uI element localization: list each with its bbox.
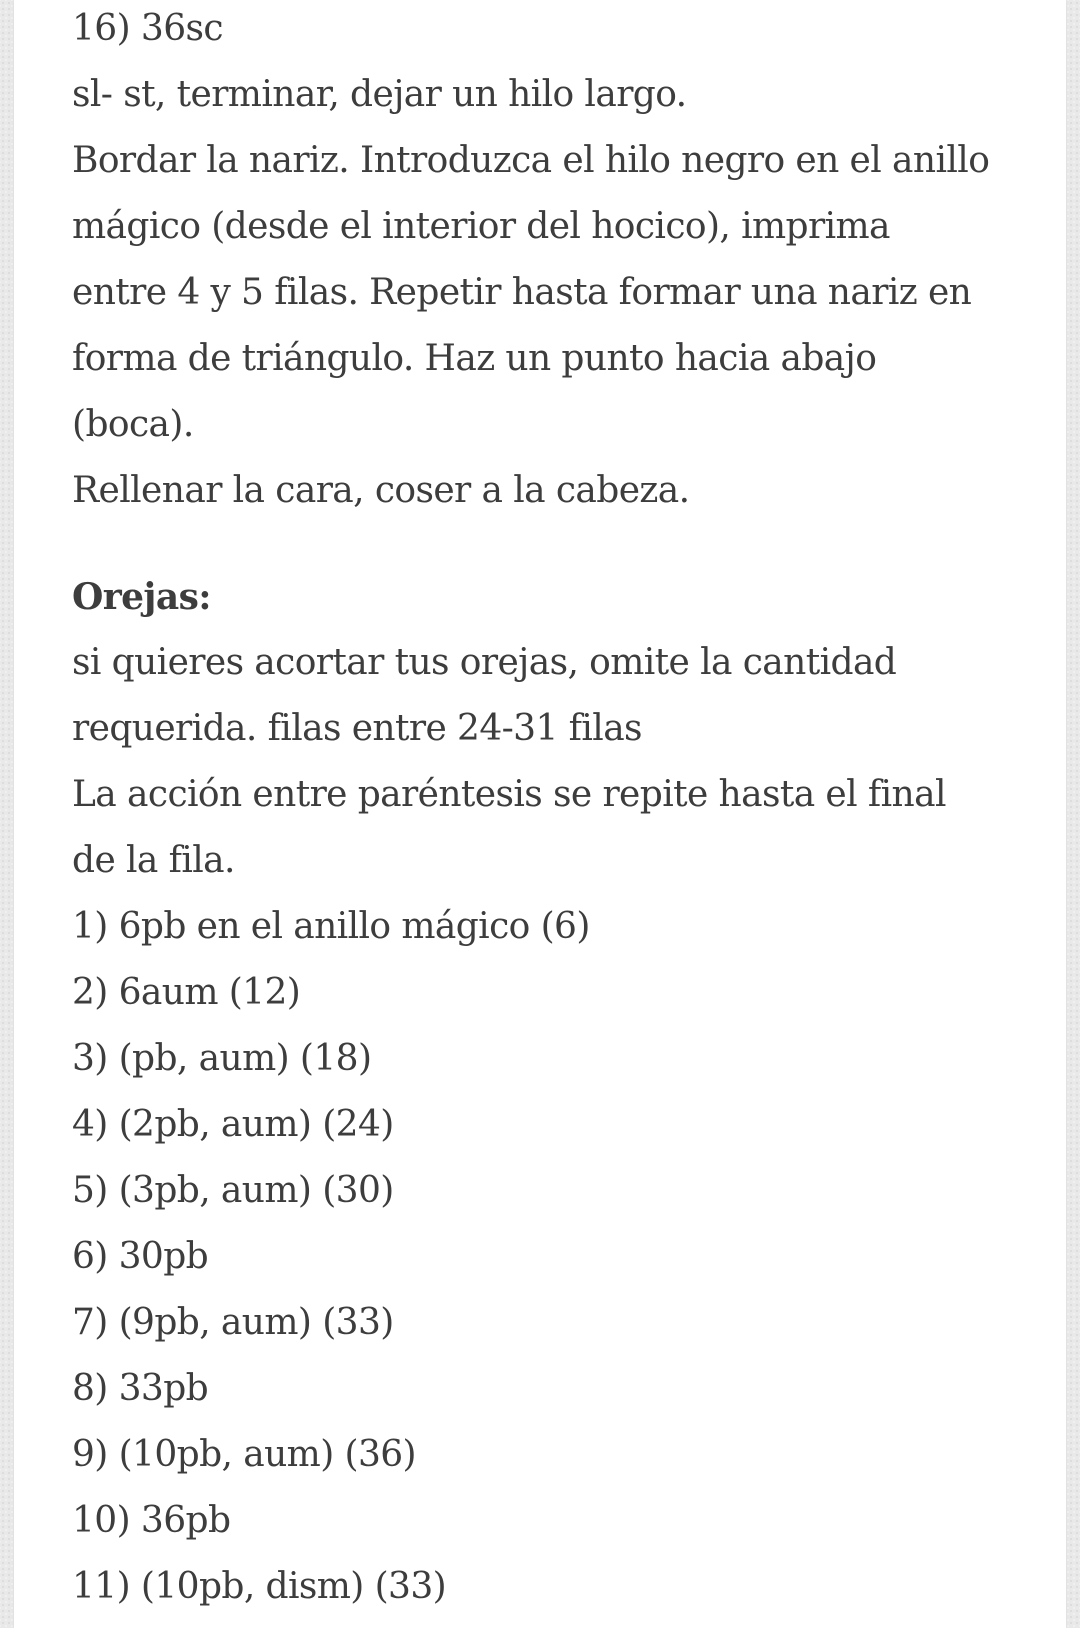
intro-line-2: sl- st, terminar, dejar un hilo largo.: [72, 74, 687, 115]
ears-row-1: 1) 6pb en el anillo mágico (6): [72, 906, 590, 947]
ears-row-5: 5) (3pb, aum) (30): [72, 1170, 394, 1211]
ears-note-3: La acción entre paréntesis se repite hasta el final: [72, 774, 946, 815]
intro-line-3: Bordar la nariz. Introduzca el hilo negro en el anillo: [72, 140, 990, 181]
ears-row-10: 10) 36pb: [72, 1500, 231, 1541]
ears-row-3: 3) (pb, aum) (18): [72, 1038, 372, 1079]
ears-note-4: de la fila.: [72, 840, 235, 881]
ears-row-11: 11) (10pb, dism) (33): [72, 1566, 447, 1607]
ears-row-6: 6) 30pb: [72, 1236, 209, 1277]
intro-line-4: mágico (desde el interior del hocico), imprima: [72, 206, 890, 247]
intro-line-7: (boca).: [72, 404, 194, 445]
article-page: [14, 0, 1066, 1628]
intro-line-5: entre 4 y 5 filas. Repetir hasta formar una nariz en: [72, 272, 972, 313]
article-content: [72, 0, 1052, 1620]
section-heading-orejas: Orejas:: [72, 576, 211, 618]
ears-row-9: 9) (10pb, aum) (36): [72, 1434, 416, 1475]
ears-note-1: si quieres acortar tus orejas, omite la cantidad: [72, 642, 897, 683]
ears-note-2: requerida. filas entre 24-31 filas: [72, 708, 642, 749]
section-gap: [72, 524, 1052, 564]
ears-row-7: 7) (9pb, aum) (33): [72, 1302, 394, 1343]
intro-line-8: Rellenar la cara, coser a la cabeza.: [72, 470, 690, 511]
ears-row-4: 4) (2pb, aum) (24): [72, 1104, 394, 1145]
intro-line-1: 16) 36sc: [72, 8, 223, 49]
intro-line-6: forma de triángulo. Haz un punto hacia abajo: [72, 338, 877, 379]
ears-row-8: 8) 33pb: [72, 1368, 209, 1409]
ears-row-2: 2) 6aum (12): [72, 972, 301, 1013]
